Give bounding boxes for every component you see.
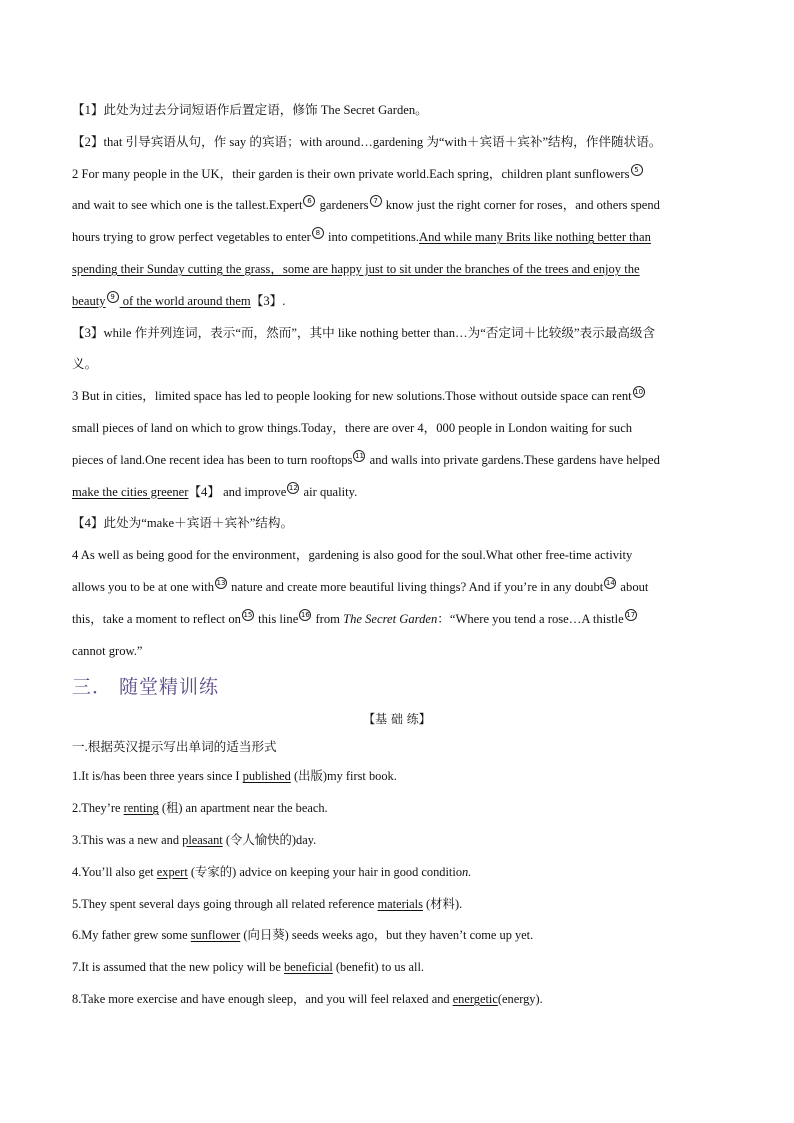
exercise-text: 4.You’ll also get (72, 864, 157, 879)
exercise-text: 2.They’re (72, 801, 124, 816)
ref-circle: 6 (303, 195, 315, 207)
ref-circle: 14 (605, 578, 615, 587)
ref-circle: 10 (634, 388, 644, 397)
para2-line2: and wait to see which one is the tallest.Expert 6 gardeners 7 know just the right corner for roses，and others spend (72, 197, 660, 213)
exercise-hint: (出版)my first book. (290, 769, 397, 784)
ref-circle: 7 (370, 195, 382, 207)
exercise-instruction: 一.根据英汉提示写出单词的适当形式 (72, 740, 277, 755)
ref-circle: 16 (300, 610, 310, 619)
answer-blank: materials (377, 896, 423, 911)
para3-line3: pieces of land.One recent idea has been to turn rooftops 11 and walls into private gardens.These gardens have helped (72, 451, 660, 467)
exercise-text: 1.It is/has been three years since I (72, 769, 243, 784)
para3-line4: make the cities greener【4】 and improve 12 air quality. (72, 483, 358, 499)
para4-line2: allows you to be at one with 13 nature and create more beautiful living things? And if you’re in any doubt 14 about (72, 578, 649, 594)
exercise-text: 5.They spent several days going through all related reference (72, 896, 378, 911)
exercise-text: 7.It is assumed that the new policy will be (72, 960, 284, 975)
exercise-hint: (向日葵) seeds weeks ago，but they haven’t come up yet. (240, 928, 534, 943)
note-3b: 义。 (72, 357, 98, 372)
note-4: 【4】此处为“make＋宾语＋宾补”结构。 (72, 516, 294, 531)
exercise-text: 3.This was a new and (72, 832, 183, 847)
answer-blank: pleasant (182, 832, 223, 847)
exercise-text: 8.Take more exercise and have enough sleep，and you will feel relaxed and (72, 991, 453, 1006)
para3-line1: 3 But in cities，limited space has led to people looking for new solutions.Those without outside space can rent 10 (72, 388, 644, 404)
answer-blank: energetic (452, 991, 498, 1006)
ref-circle: 13 (216, 578, 226, 587)
answer-blank: beneficial (283, 960, 333, 975)
answer-blank: renting (123, 801, 159, 816)
note-2: 【2】that 引导宾语从句，作 say 的宾语；with around…gardening 为“with＋宾语＋宾补”结构，作伴随状语。 (72, 134, 662, 149)
para2-line4: spending their Sunday cutting the grass，some are happy just to sit under the branches of the trees and enjoy the (72, 261, 640, 276)
exercise-item (72, 761, 722, 793)
exercise-hint: (材料). (422, 896, 463, 911)
para2-line1: 2 For many people in the UK，their garden is their own private world.Each spring，children plant sunflowers 5 (72, 159, 722, 191)
document-page (72, 95, 722, 1016)
ref-circle: 12 (288, 483, 298, 492)
exercise-tail: n. (462, 864, 472, 879)
ref-circle: 17 (626, 610, 636, 619)
para2-line5: beauty 9 of the world around them【3】. (72, 292, 286, 308)
para4-line3: this，take a moment to reflect on 15 this line 16 from The Secret Garden：“Where you tend a rose…A thistle 17 (72, 610, 636, 626)
ref-circle: 11 (355, 451, 364, 460)
exercise-item (72, 952, 722, 984)
exercise-item (72, 793, 722, 825)
exercise-hint: (令人愉快的)day. (222, 832, 317, 847)
answer-blank: published (242, 769, 291, 784)
ref-circle: 8 (312, 227, 324, 239)
answer-blank: expert (156, 864, 188, 879)
ref-circle: 5 (631, 164, 643, 176)
exercise-item (72, 984, 722, 1016)
section-subtitle: 【基 础 练】 (363, 712, 431, 727)
para4-line4: cannot grow.” (72, 643, 143, 658)
exercise-item (72, 920, 722, 952)
exercise-hint: (专家的) advice on keeping your hair in good conditio (187, 864, 463, 879)
exercise-hint: (benefit) to us all. (332, 960, 425, 975)
exercise-hint: (energy). (497, 991, 543, 1006)
answer-blank: sunflower (190, 928, 241, 943)
para2-line3: hours trying to grow perfect vegetables to enter 8 into competitions.And while many Brits like nothing better than (72, 229, 651, 245)
exercise-list (72, 761, 722, 1015)
note-3a: 【3】while 作并列连词，表示“而，然而”，其中 like nothing better than…为“否定词＋比较级”表示最高级含 (72, 325, 656, 340)
para3-line2: small pieces of land on which to grow things.Today，there are over 4，000 people in London waiting for such (72, 420, 633, 435)
ref-circle: 9 (107, 291, 119, 303)
exercise-item (72, 889, 722, 921)
exercise-text: 6.My father grew some (72, 928, 191, 943)
note-1: 【1】此处为过去分词短语作后置定语，修饰 The Secret Garden。 (72, 103, 428, 117)
exercise-hint: (租) an apartment near the beach. (158, 801, 328, 816)
para4-line1: 4 As well as being good for the environment，gardening is also good for the soul.What other free-time activity (72, 548, 633, 563)
exercise-item (72, 825, 722, 857)
section-title: 三． 随堂精训练 (72, 676, 220, 699)
ref-circle: 15 (243, 610, 253, 619)
exercise-item (72, 857, 722, 889)
